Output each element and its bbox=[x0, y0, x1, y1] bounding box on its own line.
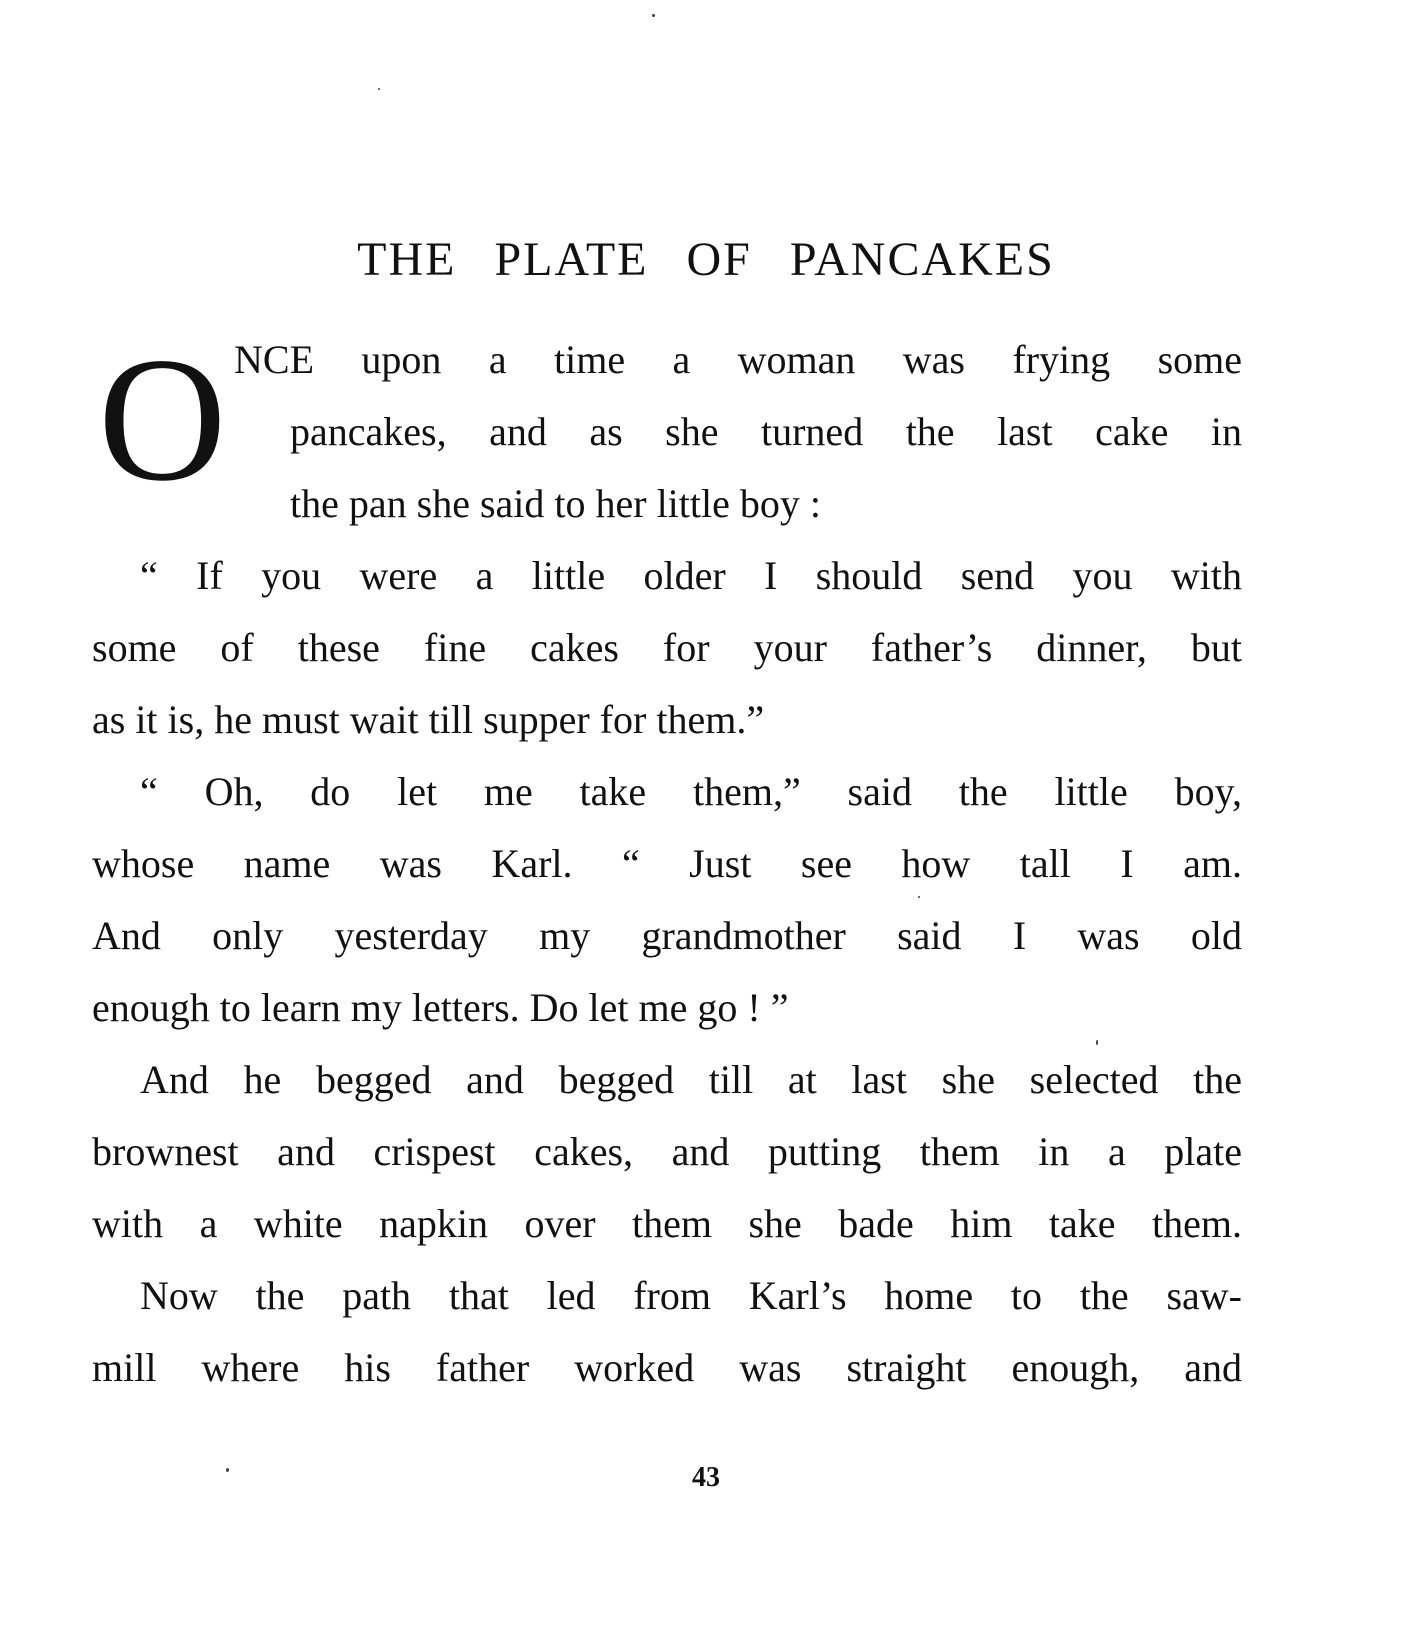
text-line: And only yesterday my grandmother said I was old bbox=[92, 913, 1242, 958]
print-speck bbox=[652, 14, 655, 17]
text-line: Now the path that led from Karl’s home to the saw- bbox=[140, 1273, 1242, 1318]
text-line: enough to learn my letters. Do let me go ! ” bbox=[92, 985, 789, 1030]
text-line: NCE upon a time a woman was frying some bbox=[234, 337, 1242, 382]
page-number: 43 bbox=[692, 1462, 720, 1493]
text-line: as it is, he must wait till supper for them.” bbox=[92, 697, 765, 742]
text-line: brownest and crispest cakes, and putting them in a plate bbox=[92, 1129, 1242, 1174]
text-line: the pan she said to her little boy : bbox=[290, 481, 821, 526]
text-line: mill where his father worked was straight enough, and bbox=[92, 1345, 1242, 1390]
text-line: pancakes, and as she turned the last cake in bbox=[290, 409, 1242, 454]
text-line: with a white napkin over them she bade him take them. bbox=[92, 1201, 1242, 1246]
print-speck bbox=[226, 1468, 229, 1472]
chapter-title: THE PLATE OF PANCAKES bbox=[357, 233, 1055, 286]
text-line: some of these fine cakes for your father’s dinner, but bbox=[92, 625, 1242, 670]
text-line: “ If you were a little older I should send you with bbox=[140, 553, 1242, 598]
print-speck bbox=[1096, 1040, 1098, 1045]
drop-cap-letter: O bbox=[98, 320, 227, 518]
text-line: whose name was Karl. “ Just see how tall I am. bbox=[92, 841, 1242, 886]
print-speck bbox=[378, 88, 380, 90]
print-speck bbox=[918, 896, 920, 898]
text-line: And he begged and begged till at last she selected the bbox=[140, 1057, 1242, 1102]
text-line: “ Oh, do let me take them,” said the little boy, bbox=[140, 769, 1242, 814]
